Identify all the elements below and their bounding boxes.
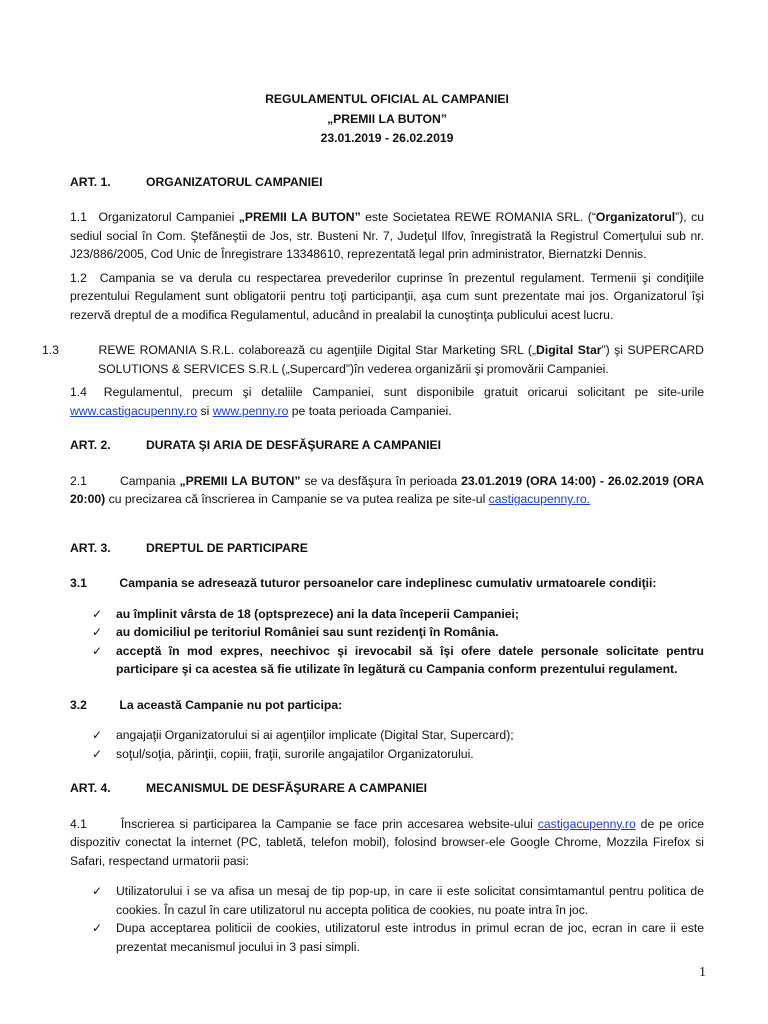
- penny-link[interactable]: www.penny.ro: [212, 403, 289, 418]
- castigacupenny-link[interactable]: www.castigacupenny.ro: [70, 403, 198, 418]
- paragraph-number: 1.3: [42, 343, 59, 357]
- art3-heading: [70, 539, 704, 558]
- list-item: ✓ soţul/soţia, părinţii, copiii, fraţii, surorile angajatilor Organizatorului.: [70, 745, 704, 764]
- art3-title: DREPTUL DE PARTICIPARE: [146, 540, 308, 555]
- paragraph-4-1: 4.1 Înscrierea si participarea la Campanie se face prin accesarea website-ului castigacupenny.ro de pe orice dispozitiv conectat la internet (PC, tabletă, telefon mobil), folosind browser-ele Google Chrome, Mozzila Firefox si Safari, respectand urmatorii pasi:: [70, 816, 704, 868]
- checkmark-icon: ✓: [92, 728, 103, 742]
- list-item: ✓ acceptă în mod expres, neechivoc şi irevocabil să îşi ofere datele personale solicitate pentru participare şi ca acestea să fie utilizate în legătură cu Campania conform prezentului regulament.: [92, 643, 704, 676]
- paragraph-1-3: 1.3 REWE ROMANIA S.R.L. colaborează cu agenţiile Digital Star Marketing SRL („Digital Star”) şi SUPERCARD SOLUTIONS & SERVICES S.R.L („Supercard”)în vederea organizării şi promovării Campaniei.: [42, 343, 704, 376]
- list-item: ✓ Utilizatorului i se va afisa un mesaj de tip pop-up, in care ii este solicitat consimtamantul pentru politica de cookies. În cazul în care utilizatorul nu accepta politica de cookies, nu poate intra în joc.: [92, 884, 704, 917]
- castigacupenny-link[interactable]: castigacupenny.ro.: [488, 492, 591, 506]
- checkmark-icon: ✓: [92, 746, 103, 761]
- checkmark-icon: ✓: [92, 606, 103, 621]
- page-number: 1: [699, 965, 706, 980]
- title-line-3: 23.01.2019 - 26.02.2019: [320, 131, 454, 145]
- document-title: [70, 90, 704, 149]
- castigacupenny-link[interactable]: castigacupenny.ro: [537, 816, 636, 831]
- list-item: ✓ Dupa acceptarea politicii de cookies, utilizatorul este introdus in primul ecran de joc, ecran in care ii este prezentat mecanismul jocului in 3 pasi simpli.: [92, 921, 704, 954]
- paragraph-1-1: 1.1 Organizatorul Campaniei „PREMII LA BUTON” este Societatea REWE ROMANIA SRL. (“Organizatorul”), cu sediul social în Com. Ştefăneştii de Jos, str. Busteni Nr. 7, Judeţul Ilfov, înregistrată la Registrul Comerţului sub nr. J23/886/2005, Cod Unic de Înregistrare 13348610, reprezentată legal prin administrator, Biernatzki Dennis.: [70, 210, 704, 261]
- art2-number: ART. 2.: [70, 438, 111, 452]
- art1-heading: [70, 173, 704, 192]
- paragraph-number: 4.1: [70, 816, 87, 831]
- paragraph-number: 1.4: [70, 385, 87, 399]
- paragraph-number: 2.1: [70, 473, 87, 488]
- art3-number: ART. 3.: [70, 540, 111, 555]
- art4-title: MECANISMUL DE DESFĂŞURARE A CAMPANIEI: [146, 781, 428, 795]
- eligibility-list: [70, 605, 704, 679]
- art2-heading: [70, 436, 704, 455]
- paragraph-number: 3.1: [70, 576, 87, 590]
- checkmark-icon: ✓: [92, 884, 103, 898]
- art2-title: DURATA ŞI ARIA DE DESFĂŞURARE A CAMPANIEI: [146, 438, 441, 452]
- checkmark-icon: ✓: [92, 643, 103, 658]
- paragraph-1-4: 1.4 Regulamentul, precum şi detaliile Campaniei, sunt disponibile gratuit oricarui solicitant pe site-urile www.castigacupenny.ro si www.penny.ro pe toata perioada Campaniei.: [70, 385, 704, 418]
- exclusion-list: [70, 726, 704, 763]
- list-item: ✓ angajaţii Organizatorului si ai agenţiilor implicate (Digital Star, Supercard);: [70, 726, 704, 745]
- art4-number: ART. 4.: [70, 781, 111, 795]
- art4-heading: [70, 779, 704, 798]
- paragraph-3-1: 3.1 Campania se adresează tuturor persoanelor care indeplinesc cumulativ urmatoarele condiţii:: [70, 574, 704, 593]
- art1-title: ORGANIZATORUL CAMPANIEI: [146, 174, 323, 189]
- title-line-2: „PREMII LA BUTON”: [327, 111, 447, 126]
- title-line-1: REGULAMENTUL OFICIAL AL CAMPANIEI: [265, 92, 509, 106]
- art1-number: ART. 1.: [70, 174, 111, 189]
- checkmark-icon: ✓: [92, 625, 103, 639]
- paragraph-2-1: 2.1 Campania „PREMII LA BUTON” se va desfăşura în perioada 23.01.2019 (ORA 14:00) - 26.02.2019 (ORA 20:00) cu precizarea că înscrierea in Campanie se va putea realiza pe site-ul castigacupenny.ro.: [70, 473, 704, 506]
- paragraph-number: 3.2: [70, 697, 87, 712]
- paragraph-3-2: 3.2 La această Campanie nu pot participa:: [70, 696, 704, 715]
- paragraph-1-2: 1.2 Campania se va derula cu respectarea prevederilor cuprinse în prezentul regulament. Termenii şi condiţiile prezentului Regulament sunt obligatorii pentru toţi participanţii, aşa cum sunt prezentate mai jos. Organizatorul îşi rezervă dreptul de a modifica Regulamentul, aducând in prealabil la cunoştinţa publicului acest lucru.: [70, 270, 704, 322]
- checkmark-icon: ✓: [92, 921, 103, 935]
- list-item: ✓ au domiciliul pe teritoriul României sau sunt rezidenţi în România.: [70, 623, 704, 642]
- paragraph-number: 1.1: [70, 210, 87, 224]
- list-item: ✓ au împlinit vârsta de 18 (optsprezece) ani la data începerii Campaniei;: [70, 605, 704, 624]
- paragraph-number: 1.2: [70, 270, 87, 285]
- steps-list: [70, 882, 704, 956]
